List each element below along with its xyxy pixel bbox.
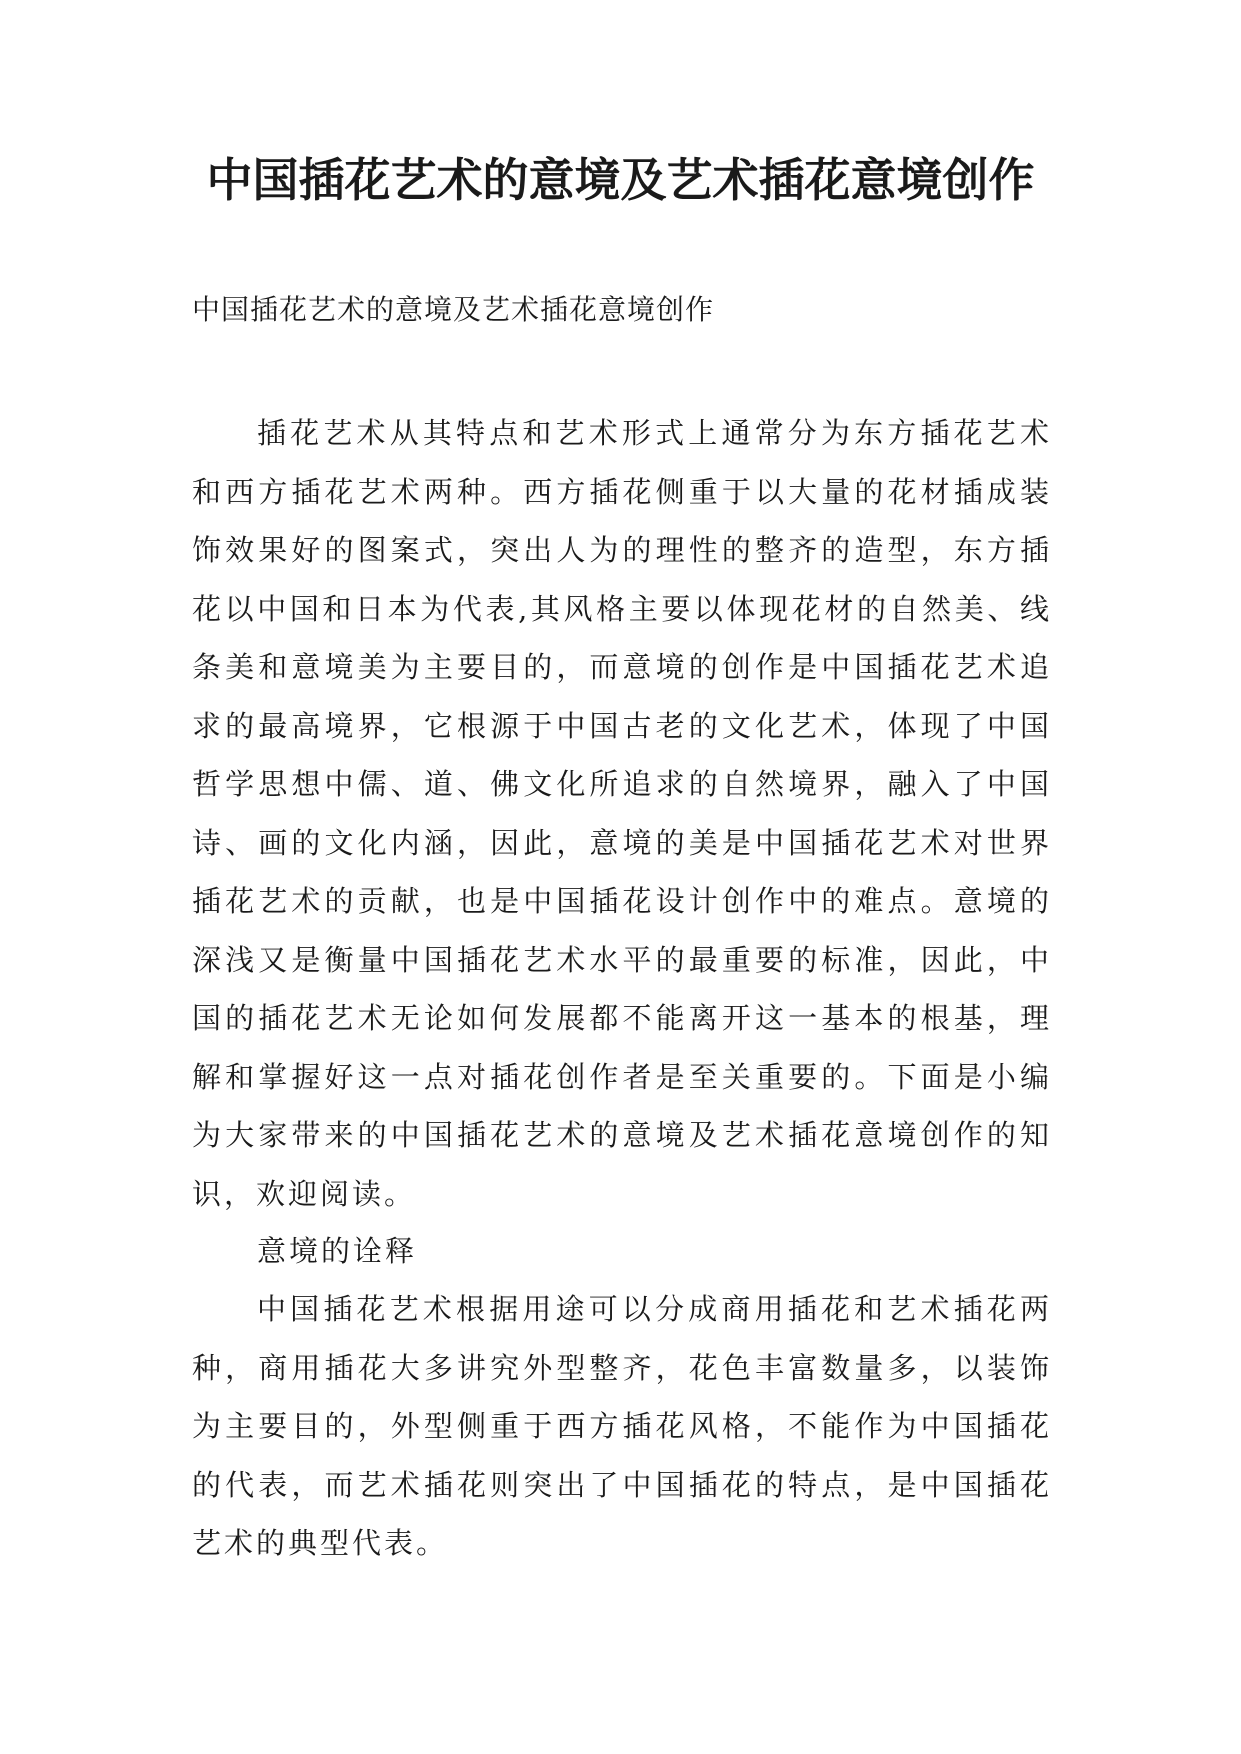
section-heading: 意境的诠释	[257, 1234, 418, 1268]
intro-paragraph: 插花艺术从其特点和艺术形式上通常分为东方插花艺术和西方插花艺术两种。西方插花侧重于以大量的花材插成装饰效果好的图案式，突出人为的理性的整齐的造型，东方插花以中国和日本为代表,其风格主要以体现花材的自然美、线条美和意境美为主要目的，而意境的创作是中国插花艺术追求的最高境界，它根源于中国古老的文化艺术，体现了中国哲学思想中儒、道、佛文化所追求的自然境界，融入了中国诗、画的文化内涵，因此，意境的美是中国插花艺术对世界插花艺术的贡献，也是中国插花设计创作中的难点。意境的深浅又是衡量中国插花艺术水平的最重要的标准，因此，中国的插花艺术无论如何发展都不能离开这一基本的根基，理解和掌握好这一点对插花创作者是至关重要的。下面是小编为大家带来的中国插花艺术的意境及艺术插花意境创作的知识，欢迎阅读。	[192, 416, 1052, 1211]
document-subtitle: 中国插花艺术的意境及艺术插花意境创作	[192, 293, 715, 326]
document-title: 中国插花艺术的意境及艺术插花意境创作	[206, 153, 1035, 207]
section-paragraph: 中国插花艺术根据用途可以分成商用插花和艺术插花两种，商用插花大多讲究外型整齐，花色丰富数量多，以装饰为主要目的，外型侧重于西方插花风格，不能作为中国插花的代表，而艺术插花则突出了中国插花的特点，是中国插花艺术的典型代表。	[192, 1292, 1052, 1560]
